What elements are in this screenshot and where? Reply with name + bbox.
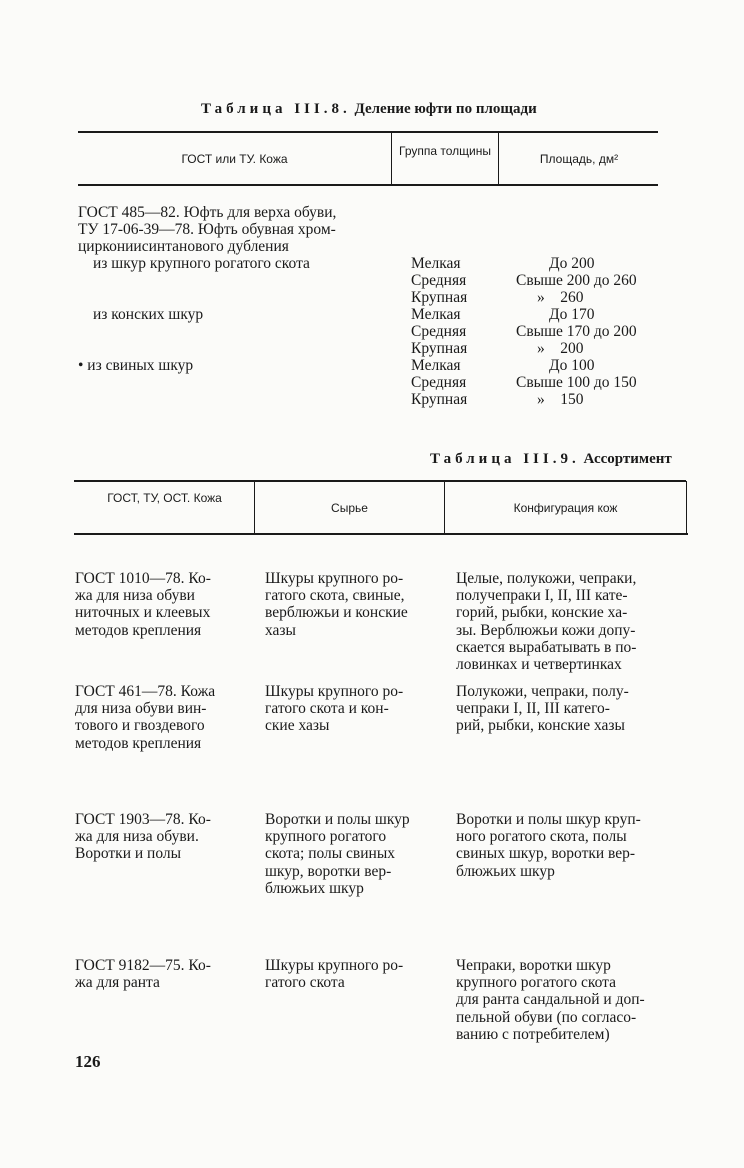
cell-line: Чепраки, воротки шкур [456, 957, 611, 974]
table-8-material: из конских шкур [93, 306, 204, 323]
cell-line: Полукожи, чепраки, полу- [456, 683, 629, 700]
table-8-area-cell: До 100 [549, 357, 595, 374]
cell-line: ГОСТ 1010—78. Ко- [75, 570, 211, 587]
table-9-raw-cell [265, 957, 437, 991]
cell-line: получепраки I, II, III кате- [456, 587, 628, 605]
cell-line: пельной обуви (по согласо- [456, 1008, 637, 1026]
cell-line: жа для ранта [75, 974, 160, 992]
table-8-group-cell: Мелкая [411, 306, 461, 323]
cell-line: методов крепления [75, 734, 202, 752]
table-9-header-raw: Сырье [331, 501, 368, 515]
table-8-header-gost: ГОСТ или ТУ. Кожа [181, 152, 288, 166]
cell-line: гатого скота и кон- [265, 700, 389, 718]
table-9-right-border [686, 481, 687, 533]
cell-line: гатого скота, свиные, [265, 587, 405, 605]
table-8-group-cell: Средняя [411, 374, 467, 391]
table-8-area-cell: » 150 [537, 391, 584, 408]
cell-line: горий, рыбки, конские ха- [456, 604, 628, 622]
table-8-area-cell: » 260 [537, 289, 584, 306]
cell-line: хазы [265, 621, 296, 639]
table-8-group-cell: Средняя [411, 272, 467, 289]
table-8-col-divider [391, 132, 392, 184]
table-9-header-gost: ГОСТ, ТУ, ОСТ. Кожа [107, 491, 222, 505]
cell-line: Шкуры крупного ро- [265, 683, 404, 700]
table-9-caption [430, 451, 672, 468]
cell-line: Воротки и полы шкур [265, 811, 410, 828]
table-9-header-rule [74, 533, 688, 535]
cell-line: Воротки и полы шкур круп- [456, 811, 641, 828]
table-9-raw-cell [265, 570, 437, 639]
table-8-header-group: Группа толщины [399, 144, 491, 158]
cell-line: Шкуры крупного ро- [265, 570, 404, 587]
cell-line: Целые, полукожи, чепраки, [456, 570, 637, 587]
table-9-raw-cell [265, 811, 437, 897]
cell-line: методов крепления [75, 621, 202, 639]
cell-line: крупного рогатого скота [456, 974, 617, 992]
table-8-header-rule [78, 184, 658, 186]
table-9-gost-cell [75, 570, 241, 639]
table-9-caption-prefix: Таблица III.9. [430, 451, 580, 467]
cell-line: жа для низа обуви [75, 587, 195, 605]
table-9-gost-cell [75, 811, 245, 863]
table-8-col-divider [498, 132, 499, 184]
table-8-material: • из свиных шкур [78, 357, 194, 374]
cell-line: свиных шкур, воротки вер- [456, 845, 636, 863]
cell-line: ванию с потребителем) [456, 1025, 610, 1043]
page-number: 126 [75, 1052, 101, 1071]
cell-line: крупного рогатого [265, 828, 387, 846]
table-9-gost-cell [75, 957, 245, 991]
table-9-caption-title: Ассортимент [583, 451, 672, 467]
cell-line: ГОСТ 9182—75. Ко- [75, 957, 211, 974]
table-8-caption-prefix: Таблица III.8. [201, 101, 351, 117]
cell-line: блюжьих шкур [456, 862, 555, 880]
table-8-caption-title: Деление юфти по площади [354, 101, 537, 117]
table-8-intro-line: циркониисинтанового дубления [78, 238, 289, 255]
cell-line: верблюжьи и конские [265, 604, 408, 622]
cell-line: зы. Верблюжьи кожи допу- [456, 621, 636, 639]
table-9-config-cell [456, 570, 678, 673]
table-8-group-cell: Средняя [411, 323, 467, 340]
cell-line: рий, рыбки, конские хазы [456, 717, 625, 735]
cell-line: ГОСТ 1903—78. Ко- [75, 811, 211, 828]
table-8-group-cell: Мелкая [411, 357, 461, 374]
table-8-header-area: Площадь, дм² [539, 152, 619, 166]
table-9-config-cell [456, 683, 678, 735]
cell-line: шкур, воротки вер- [265, 862, 392, 880]
cell-line: для ранта сандальной и доп- [456, 991, 645, 1009]
cell-line: Воротки и полы [75, 845, 182, 863]
cell-line: скота; полы свиных [265, 845, 396, 863]
cell-line: ловинках и четвертинках [456, 656, 622, 674]
table-8-group-cell: Мелкая [411, 255, 461, 272]
cell-line: чепраки I, II, III катего- [456, 700, 610, 718]
table-8-caption [201, 101, 537, 118]
table-8-group-cell: Крупная [411, 289, 468, 306]
table-9-top-rule [74, 480, 686, 482]
table-8-area-cell: До 170 [549, 306, 595, 323]
cell-line: ские хазы [265, 717, 330, 735]
cell-line: гатого скота [265, 974, 345, 992]
table-9-gost-cell [75, 683, 245, 752]
cell-line: скается вырабатывать в по- [456, 638, 637, 656]
table-8-group-cell: Крупная [411, 391, 468, 408]
cell-line: ниточных и клеевых [75, 604, 211, 622]
cell-line: для низа обуви вин- [75, 700, 207, 718]
table-8-intro-line: ТУ 17-06-39—78. Юфть обувная хром- [78, 221, 336, 238]
table-8-area-cell: Свыше 200 до 260 [516, 272, 637, 289]
table-8-area-cell: » 200 [537, 340, 584, 357]
cell-line: ГОСТ 461—78. Кожа [75, 683, 216, 700]
table-9-config-cell [456, 811, 678, 880]
table-8-material: из шкур крупного рогатого скота [93, 255, 310, 272]
table-9-config-cell [456, 957, 678, 1043]
table-9-header-config: Конфигурация кож [513, 501, 618, 515]
table-8-area-cell: Свыше 100 до 150 [516, 374, 637, 391]
table-9-raw-cell [265, 683, 437, 735]
cell-line: ного рогатого скота, полы [456, 828, 627, 846]
cell-line: блюжьих шкур [265, 879, 364, 897]
table-8-group-cell: Крупная [411, 340, 468, 357]
table-8-area-cell: До 200 [549, 255, 595, 272]
cell-line: Шкуры крупного ро- [265, 957, 404, 974]
table-8-intro-line: ГОСТ 485—82. Юфть для верха обуви, [78, 204, 337, 221]
table-8-top-rule [78, 131, 658, 133]
cell-line: жа для низа обуви. [75, 828, 199, 846]
cell-line: тового и гвоздевого [75, 717, 205, 735]
table-8-area-cell: Свыше 170 до 200 [516, 323, 637, 340]
